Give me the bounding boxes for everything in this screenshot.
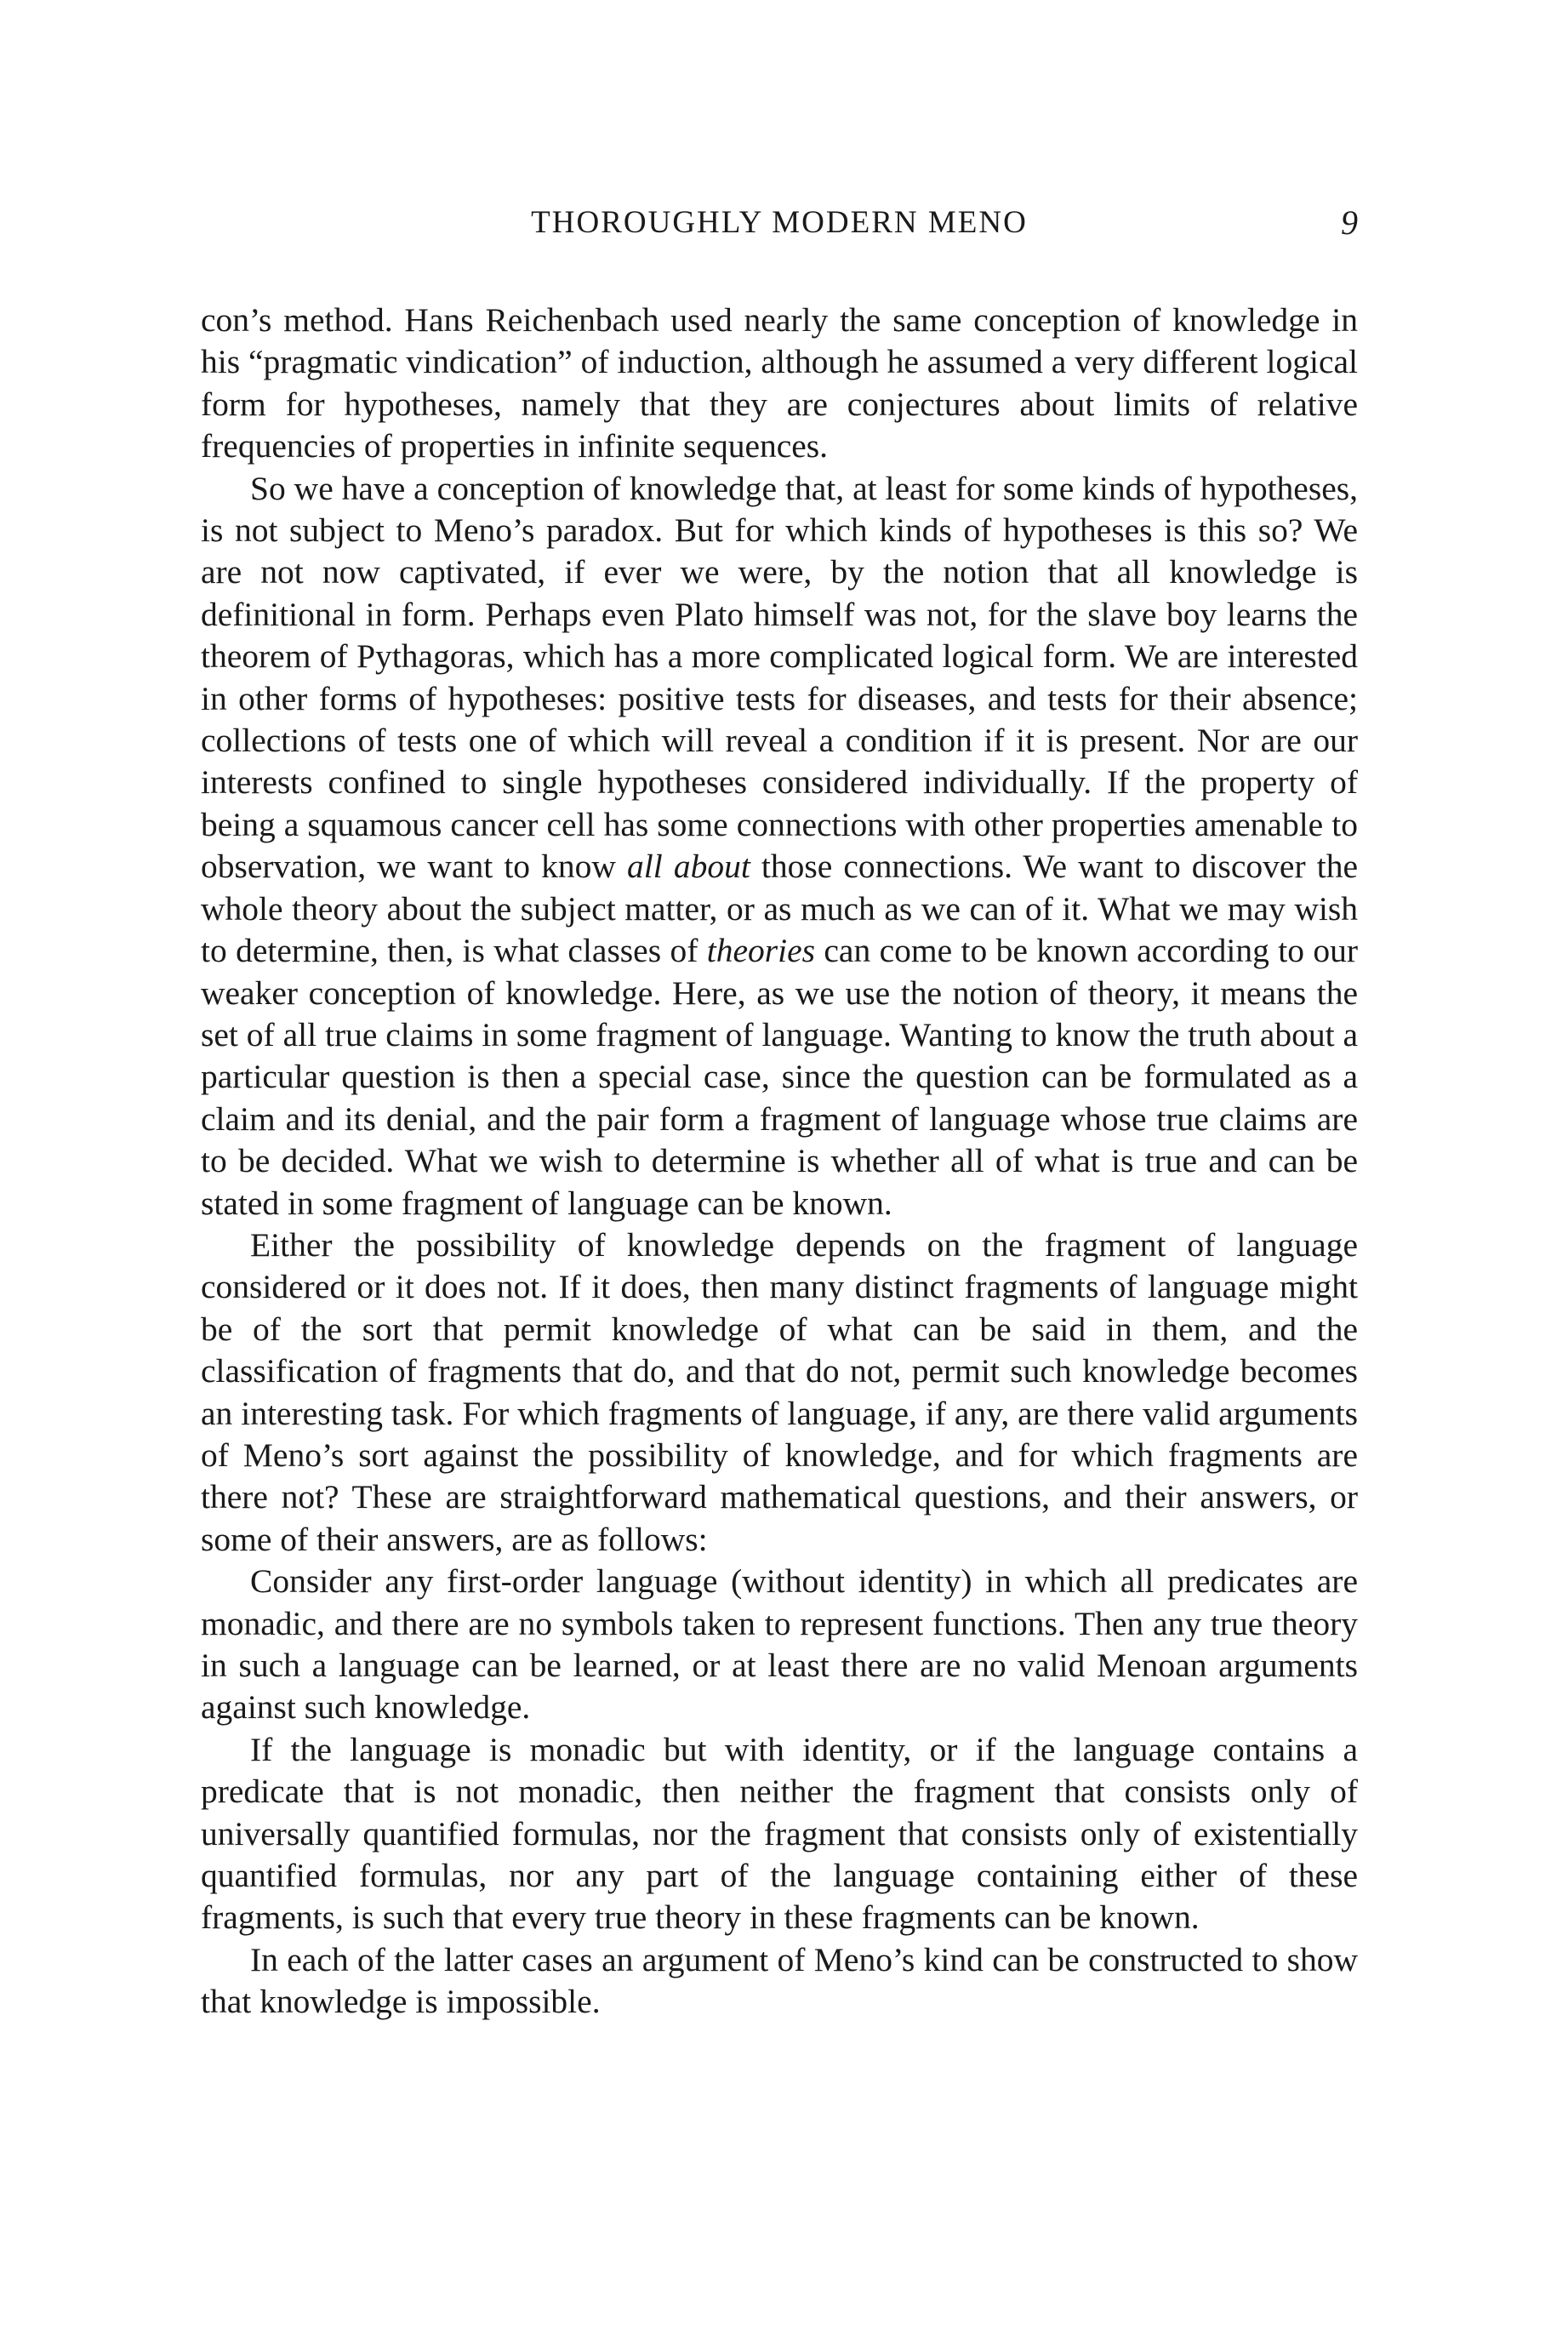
paragraph-text: con’s method. Hans Reichenbach used nearly the same conception of knowledge in his “pragmatic vindication” of induction, although he assumed a very different logical form for hypotheses, namely that they are conjectures about limits of relative frequencies of properties in infinite sequences. [201, 301, 1358, 465]
paragraph-1 [201, 300, 1358, 468]
paragraph-text: If the language is monadic but with identity, or if the language contains a predicate that is not monadic, then neither the fragment that consists only of universally quantified formulas, nor the fragment that consists only of existentially quantified formulas, nor any part of the language containing either of these fragments, is such that every true theory in these fragments can be known. [201, 1730, 1358, 1937]
paragraph-6 [201, 1939, 1358, 2024]
paragraph-text: Either the possibility of knowledge depends on the fragment of language considered or it does not. If it does, then many distinct fragments of language might be of the sort that permit knowledge of what can be said in them, and the classification of fragments that do, and that do not, permit such knowledge becomes an interesting task. For which fragments of language, if any, are there valid arguments of Meno’s sort against the possibility of knowledge, and for which fragments are there not? These are straightforward mathematical questions, and their answers, or some of their answers, are as follows: [201, 1225, 1358, 1558]
italic-phrase: theories [706, 932, 816, 970]
paragraph-3 [201, 1225, 1358, 1561]
paragraph-text: those connections. We want to discover the whole theory about the subject matter, or as much as we can of it. What we may wish to determine, then, is what classes of [201, 848, 1358, 970]
paragraph-4 [201, 1561, 1358, 1729]
paragraph-2 [201, 468, 1358, 1225]
paragraph-text: In each of the latter cases an argument of Meno’s kind can be constructed to show that knowledge is impossible. [201, 1940, 1358, 2021]
paragraph-5 [201, 1729, 1358, 1939]
running-title: THOROUGHLY MODERN MENO [531, 205, 1028, 240]
italic-phrase: all about [627, 848, 750, 886]
page-number: 9 [1341, 203, 1358, 242]
body-text [201, 300, 1358, 2024]
paragraph-text: can come to be known according to our weaker conception of knowledge. Here, as we use the notion of theory, it means the set of all true claims in some fragment of language. Wanting to know the truth about a particular question is then a special case, since the question can be formulated as a claim and its denial, and the pair form a fragment of language whose true claims are to be decided. What we wish to determine is whether all of what is true and can be stated in some fragment of language can be known. [201, 932, 1358, 1222]
paragraph-text: Consider any first-order language (without identity) in which all predicates are monadic, and there are no symbols taken to represent functions. Then any true theory in such a language can be learned, or at least there are no valid Menoan arguments against such knowledge. [201, 1562, 1358, 1727]
paragraph-text: So we have a conception of knowledge that, at least for some kinds of hypotheses, is not subject to Meno’s paradox. But for which kinds of hypotheses is this so? We are not now captivated, if ever we were, by the notion that all knowledge is definitional in form. Perhaps even Plato himself was not, for the slave boy learns the theorem of Pythagoras, which has a more complicated logical form. We are interested in other forms of hypotheses: positive tests for diseases, and tests for their absence; collections of tests one of which will reveal a condition if it is present. Nor are our interests confined to single hypotheses considered individually. If the property of being a squamous cancer cell has some connections with other properties amenable to observation, we want to know [201, 469, 1358, 886]
running-head [201, 197, 1358, 248]
